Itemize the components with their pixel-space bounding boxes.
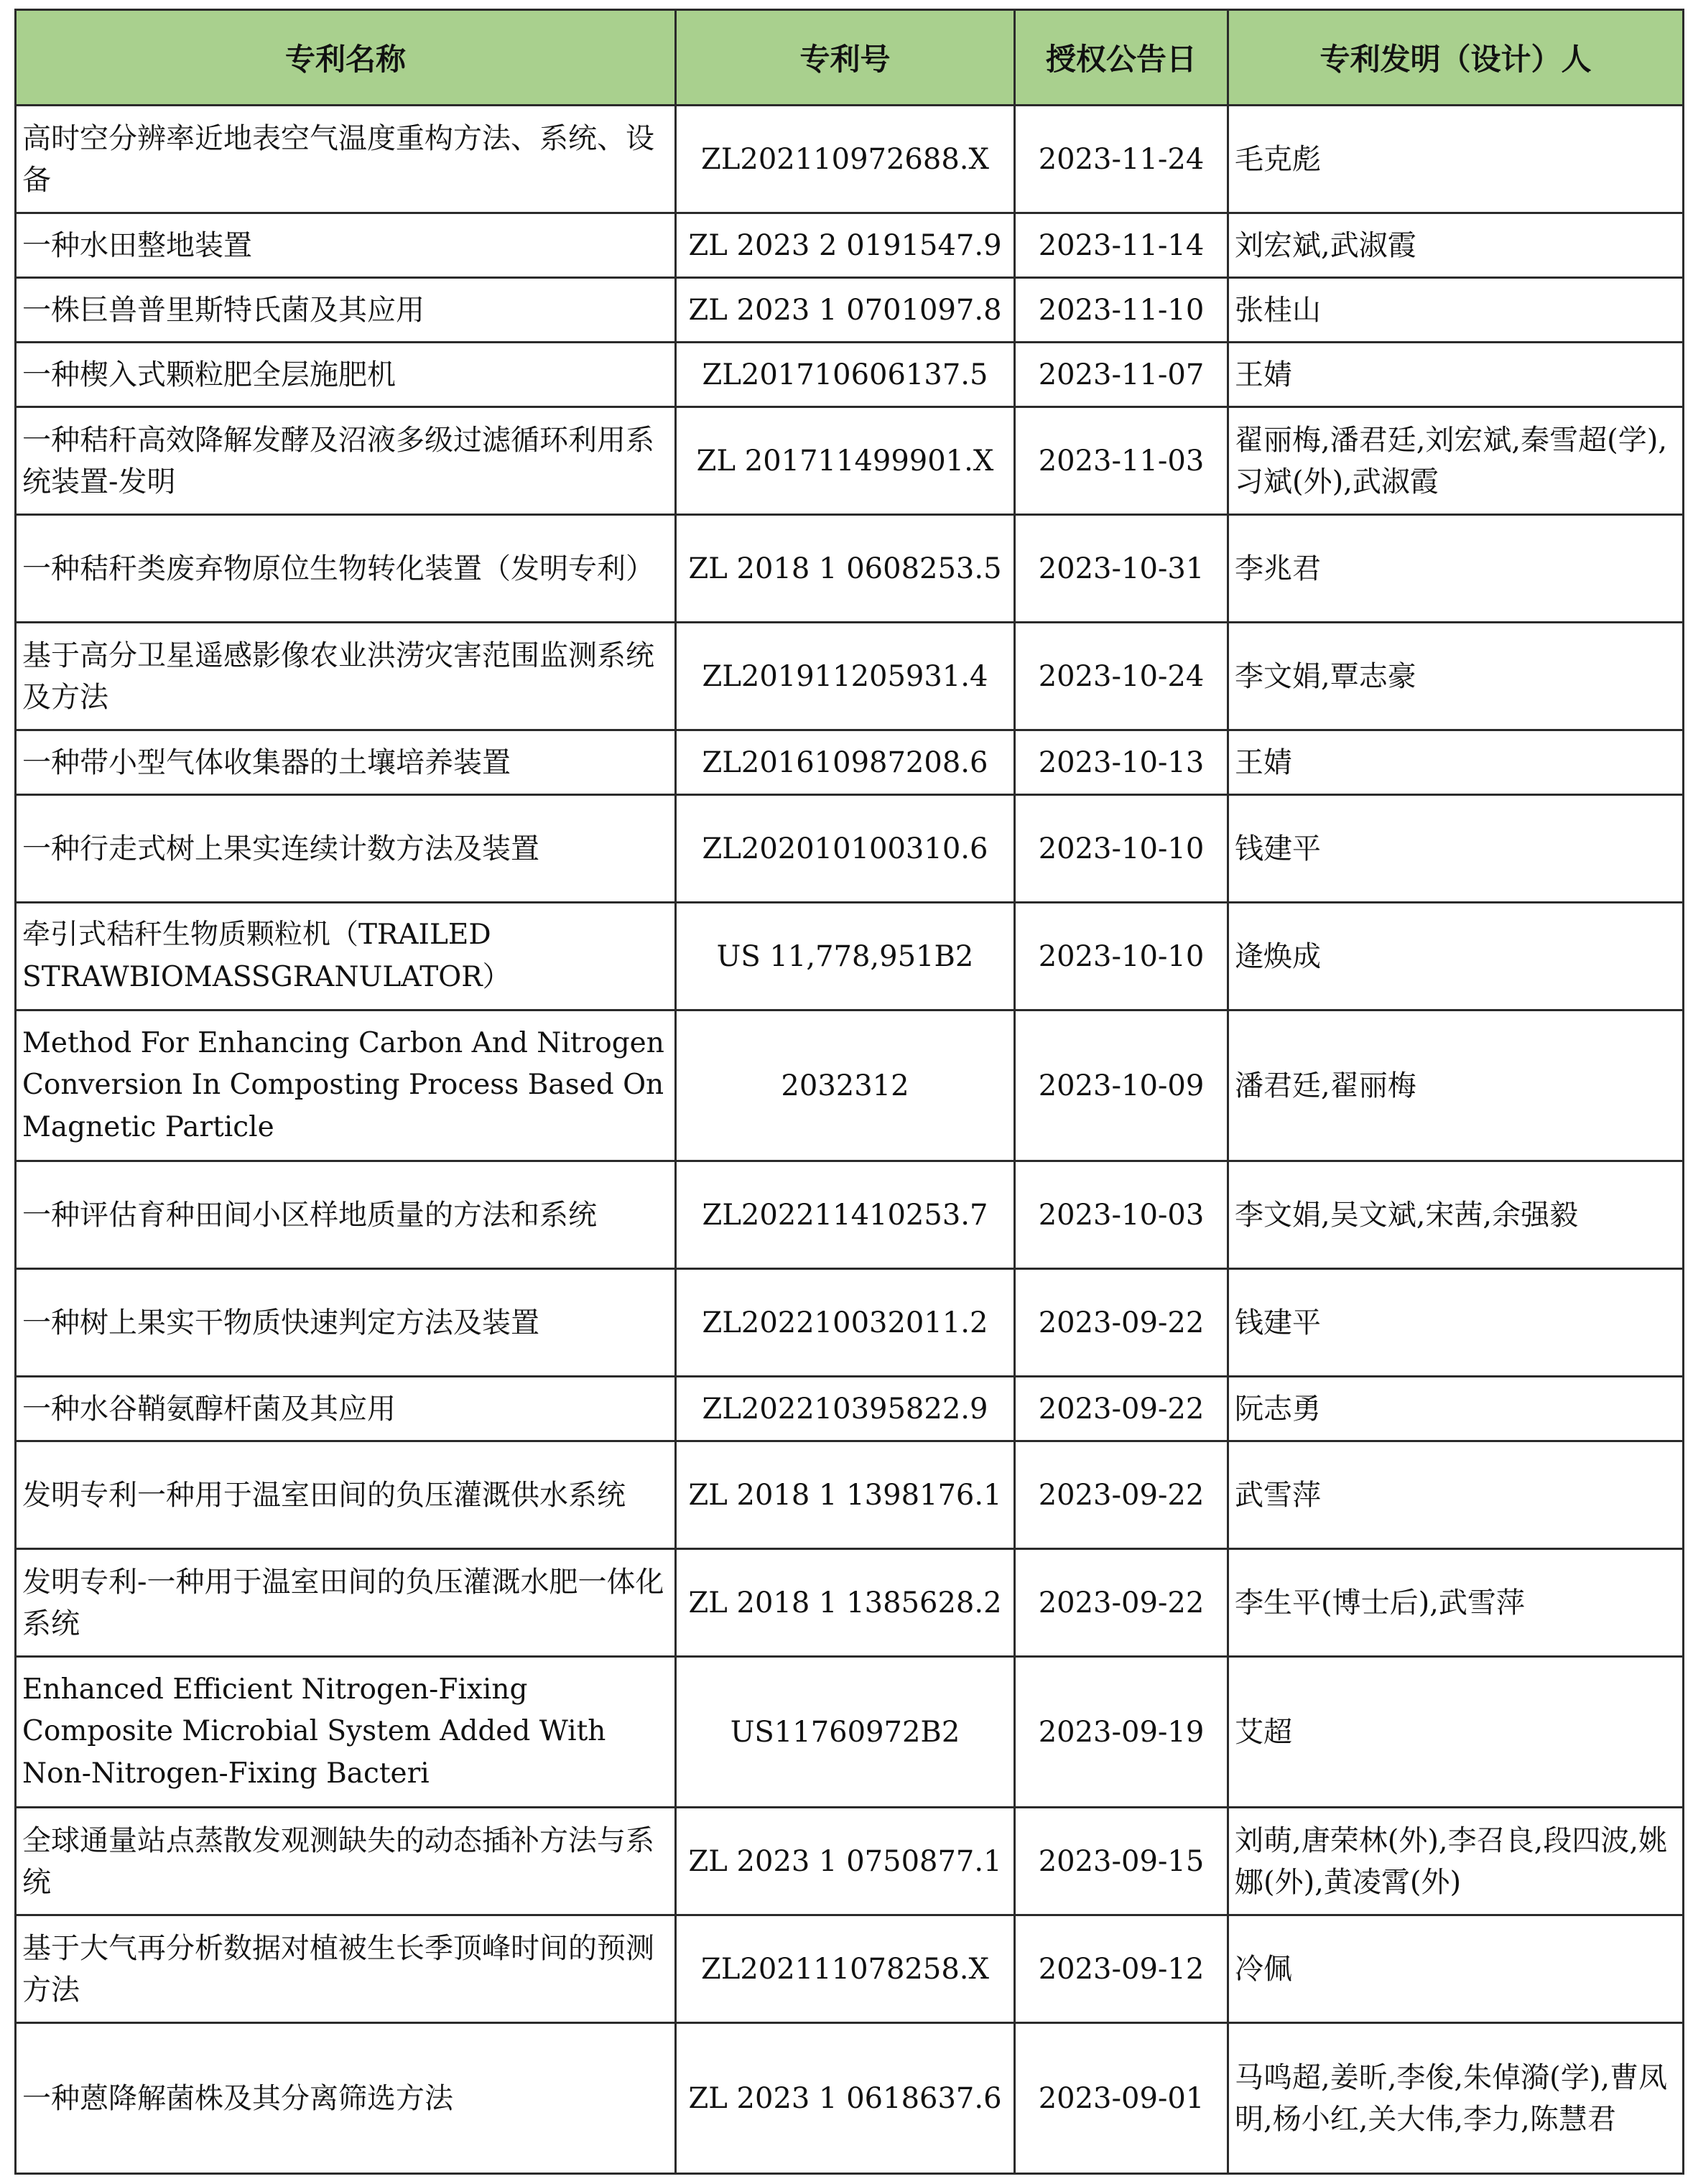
cell-patent-number: ZL202211410253.7 <box>676 1161 1015 1269</box>
cell-inventors: 李文娟,吴文斌,宋茜,余强毅 <box>1228 1161 1684 1269</box>
cell-grant-date: 2023-09-22 <box>1015 1441 1228 1549</box>
cell-patent-name: 一种带小型气体收集器的土壤培养装置 <box>16 730 676 795</box>
cell-inventors: 逄焕成 <box>1228 903 1684 1010</box>
table-row <box>16 343 1684 407</box>
cell-grant-date: 2023-10-03 <box>1015 1161 1228 1269</box>
cell-grant-date: 2023-11-07 <box>1015 343 1228 407</box>
table-row <box>16 213 1684 278</box>
cell-patent-name: 一种秸秆高效降解发酵及沼液多级过滤循环利用系统装置-发明 <box>16 407 676 515</box>
cell-grant-date: 2023-10-31 <box>1015 515 1228 623</box>
cell-inventors: 武雪萍 <box>1228 1441 1684 1549</box>
cell-patent-number: ZL 2023 1 0618637.6 <box>676 2023 1015 2174</box>
cell-inventors: 翟丽梅,潘君廷,刘宏斌,秦雪超(学),习斌(外),武淑霞 <box>1228 407 1684 515</box>
cell-patent-number: ZL 2018 1 0608253.5 <box>676 515 1015 623</box>
cell-patent-name: 基于高分卫星遥感影像农业洪涝灾害范围监测系统及方法 <box>16 623 676 730</box>
cell-patent-name: 一种秸秆类废弃物原位生物转化装置（发明专利） <box>16 515 676 623</box>
table-row <box>16 1161 1684 1269</box>
cell-grant-date: 2023-10-10 <box>1015 903 1228 1010</box>
cell-grant-date: 2023-09-15 <box>1015 1808 1228 1915</box>
table-row <box>16 106 1684 213</box>
header-row <box>16 10 1684 106</box>
table-row <box>16 1657 1684 1808</box>
header-patent-number: 专利号 <box>676 10 1015 106</box>
cell-grant-date: 2023-10-09 <box>1015 1010 1228 1161</box>
header-inventors: 专利发明（设计）人 <box>1228 10 1684 106</box>
cell-patent-number: ZL202010100310.6 <box>676 795 1015 903</box>
cell-inventors: 阮志勇 <box>1228 1377 1684 1441</box>
table-row <box>16 795 1684 903</box>
cell-patent-number: ZL202210032011.2 <box>676 1269 1015 1377</box>
cell-patent-number: US11760972B2 <box>676 1657 1015 1808</box>
cell-patent-name: 发明专利一种用于温室田间的负压灌溉供水系统 <box>16 1441 676 1549</box>
table-row <box>16 278 1684 343</box>
table-row <box>16 1808 1684 1915</box>
cell-inventors: 李兆君 <box>1228 515 1684 623</box>
cell-patent-name: 全球通量站点蒸散发观测缺失的动态插补方法与系统 <box>16 1808 676 1915</box>
table-row <box>16 407 1684 515</box>
cell-patent-name: 一种蒽降解菌株及其分离筛选方法 <box>16 2023 676 2174</box>
cell-grant-date: 2023-10-24 <box>1015 623 1228 730</box>
cell-patent-name: 基于大气再分析数据对植被生长季顶峰时间的预测方法 <box>16 1915 676 2023</box>
cell-patent-number: ZL201610987208.6 <box>676 730 1015 795</box>
cell-inventors: 张桂山 <box>1228 278 1684 343</box>
cell-patent-name: 发明专利-一种用于温室田间的负压灌溉水肥一体化系统 <box>16 1549 676 1657</box>
cell-patent-number: ZL 2023 1 0701097.8 <box>676 278 1015 343</box>
cell-patent-name: 牵引式秸秆生物质颗粒机（TRAILED STRAWBIOMASSGRANULATOR） <box>16 903 676 1010</box>
cell-patent-number: ZL202210395822.9 <box>676 1377 1015 1441</box>
cell-inventors: 刘宏斌,武淑霞 <box>1228 213 1684 278</box>
cell-inventors: 潘君廷,翟丽梅 <box>1228 1010 1684 1161</box>
cell-patent-number: 2032312 <box>676 1010 1015 1161</box>
cell-grant-date: 2023-09-22 <box>1015 1269 1228 1377</box>
table-row <box>16 1441 1684 1549</box>
cell-grant-date: 2023-09-22 <box>1015 1377 1228 1441</box>
cell-grant-date: 2023-09-12 <box>1015 1915 1228 2023</box>
cell-patent-number: ZL201710606137.5 <box>676 343 1015 407</box>
cell-patent-name: 一种树上果实干物质快速判定方法及装置 <box>16 1269 676 1377</box>
cell-patent-number: ZL 2023 2 0191547.9 <box>676 213 1015 278</box>
header-grant-date: 授权公告日 <box>1015 10 1228 106</box>
cell-grant-date: 2023-09-19 <box>1015 1657 1228 1808</box>
table-row <box>16 1010 1684 1161</box>
table-row <box>16 1377 1684 1441</box>
cell-grant-date: 2023-11-03 <box>1015 407 1228 515</box>
cell-patent-number: ZL 201711499901.X <box>676 407 1015 515</box>
cell-inventors: 毛克彪 <box>1228 106 1684 213</box>
cell-inventors: 王婧 <box>1228 343 1684 407</box>
cell-patent-name: 一种楔入式颗粒肥全层施肥机 <box>16 343 676 407</box>
cell-inventors: 钱建平 <box>1228 1269 1684 1377</box>
cell-patent-number: ZL202110972688.X <box>676 106 1015 213</box>
table-row <box>16 515 1684 623</box>
cell-patent-name: 一株巨兽普里斯特氏菌及其应用 <box>16 278 676 343</box>
cell-patent-number: ZL202111078258.X <box>676 1915 1015 2023</box>
cell-grant-date: 2023-09-01 <box>1015 2023 1228 2174</box>
cell-inventors: 王婧 <box>1228 730 1684 795</box>
cell-grant-date: 2023-10-10 <box>1015 795 1228 903</box>
cell-patent-number: ZL 2018 1 1398176.1 <box>676 1441 1015 1549</box>
cell-inventors: 马鸣超,姜昕,李俊,朱倬漪(学),曹凤明,杨小红,关大伟,李力,陈慧君 <box>1228 2023 1684 2174</box>
cell-grant-date: 2023-11-14 <box>1015 213 1228 278</box>
table-row <box>16 903 1684 1010</box>
table-row <box>16 2023 1684 2174</box>
cell-patent-number: ZL 2018 1 1385628.2 <box>676 1549 1015 1657</box>
table-row <box>16 1915 1684 2023</box>
cell-inventors: 李文娟,覃志豪 <box>1228 623 1684 730</box>
cell-patent-name: 高时空分辨率近地表空气温度重构方法、系统、设备 <box>16 106 676 213</box>
cell-grant-date: 2023-09-22 <box>1015 1549 1228 1657</box>
table-row <box>16 1549 1684 1657</box>
cell-inventors: 钱建平 <box>1228 795 1684 903</box>
cell-grant-date: 2023-10-13 <box>1015 730 1228 795</box>
table-row <box>16 730 1684 795</box>
cell-inventors: 艾超 <box>1228 1657 1684 1808</box>
cell-grant-date: 2023-11-10 <box>1015 278 1228 343</box>
cell-patent-name: 一种水田整地装置 <box>16 213 676 278</box>
cell-patent-name: 一种行走式树上果实连续计数方法及装置 <box>16 795 676 903</box>
cell-patent-name: Enhanced Efficient Nitrogen-Fixing Composite Microbial System Added With Non-Nitrogen-Fixing Bacteri <box>16 1657 676 1808</box>
patent-table <box>14 9 1684 2175</box>
cell-inventors: 冷佩 <box>1228 1915 1684 2023</box>
cell-grant-date: 2023-11-24 <box>1015 106 1228 213</box>
header-patent-name: 专利名称 <box>16 10 676 106</box>
cell-inventors: 李生平(博士后),武雪萍 <box>1228 1549 1684 1657</box>
cell-inventors: 刘萌,唐荣林(外),李召良,段四波,姚娜(外),黄凌霄(外) <box>1228 1808 1684 1915</box>
cell-patent-name: 一种水谷鞘氨醇杆菌及其应用 <box>16 1377 676 1441</box>
cell-patent-number: ZL 2023 1 0750877.1 <box>676 1808 1015 1915</box>
cell-patent-number: ZL201911205931.4 <box>676 623 1015 730</box>
table-row <box>16 623 1684 730</box>
table-row <box>16 1269 1684 1377</box>
cell-patent-name: 一种评估育种田间小区样地质量的方法和系统 <box>16 1161 676 1269</box>
cell-patent-name: Method For Enhancing Carbon And Nitrogen Conversion In Composting Process Based On Magnetic Particle <box>16 1010 676 1161</box>
cell-patent-number: US 11,778,951B2 <box>676 903 1015 1010</box>
